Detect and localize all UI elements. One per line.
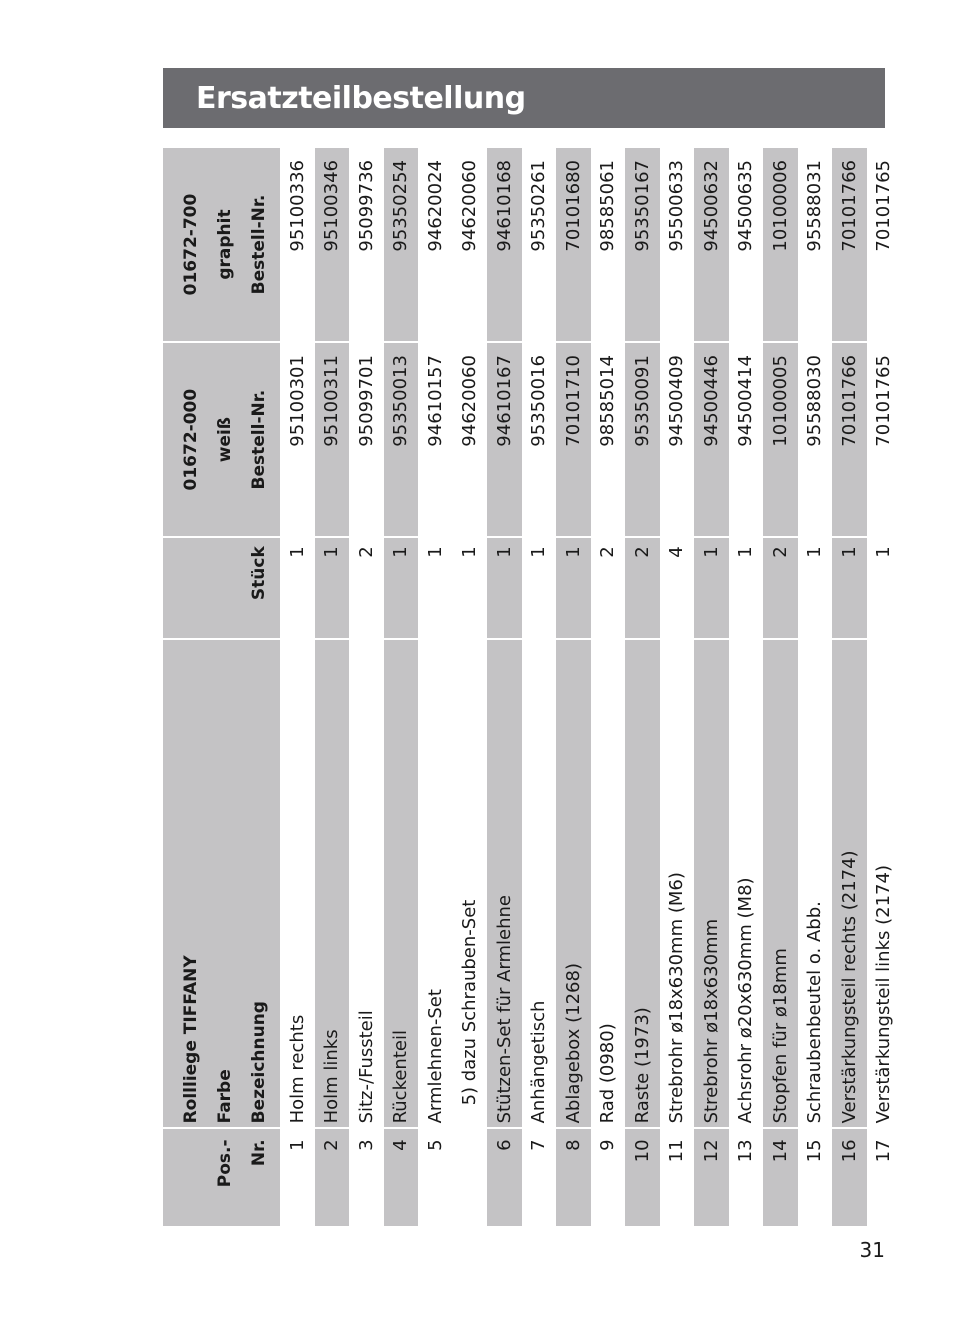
cell-order-no-graphite: 95100336 [286, 160, 308, 252]
cell-order-no-graphite: 94620024 [424, 160, 446, 252]
cell-qty: 2 [591, 537, 626, 639]
cell-pos: 11 [660, 1128, 695, 1226]
cell-name: Ablagebox (1268) [556, 639, 591, 1128]
cell-pos: 6 [487, 1128, 522, 1226]
cell-name: Stopfen für ø18mm [763, 639, 798, 1128]
cell-qty: 1 [556, 537, 591, 639]
table-row [660, 148, 695, 1226]
cell-qty: 1 [315, 537, 350, 639]
cell-qty: 2 [625, 537, 660, 639]
cell-name: Rückenteil [384, 639, 419, 1128]
cell-pos: 16 [832, 1128, 867, 1226]
header-col1-line2: weiß [215, 417, 235, 463]
cell-order-no-graphite: 95588031 [804, 160, 826, 252]
cell-order-no-white: 70101765 [867, 342, 902, 537]
header-order-no-graphite [163, 148, 280, 342]
table-row [453, 148, 488, 1226]
cell-pos: 15 [798, 1128, 833, 1226]
cell-order-no-graphite: 95350261 [528, 160, 550, 252]
table-row [522, 148, 557, 1226]
header-col2-line1: 01672-700 [181, 193, 201, 296]
cell-order-no-white: 98585014 [591, 342, 626, 537]
page-title [163, 68, 885, 128]
table-row [315, 148, 350, 1226]
cell-order-no-graphite: 98585061 [597, 160, 619, 252]
cell-name: Holm rechts [280, 639, 315, 1128]
cell-qty: 1 [798, 537, 833, 639]
cell-order-no-white: 95100311 [315, 342, 350, 537]
cell-pos: 1 [280, 1128, 315, 1226]
table-row [694, 148, 729, 1226]
cell-order-no-graphite: 94500632 [694, 148, 729, 342]
cell-order-no-white: 95099701 [349, 342, 384, 537]
cell-qty: 1 [280, 537, 315, 639]
header-col2-line3: Bestell-Nr. [249, 194, 269, 295]
cell-order-no-graphite: 95350254 [384, 148, 419, 342]
cell-name: Holm links [315, 639, 350, 1128]
cell-order-no-white: 95350016 [522, 342, 557, 537]
cell-order-no-graphite: 70101766 [832, 148, 867, 342]
header-order-no-white [163, 342, 280, 537]
cell-order-no-white: 94500409 [660, 342, 695, 537]
cell-order-no-white: 94610157 [418, 342, 453, 537]
header-col2-line2: graphit [215, 209, 235, 280]
cell-qty: 1 [694, 537, 729, 639]
cell-pos: 14 [763, 1128, 798, 1226]
page-title-text: Ersatzteilbestellung [196, 80, 526, 116]
cell-qty: 1 [453, 537, 488, 639]
cell-order-no-graphite: 95350167 [625, 148, 660, 342]
table-row [418, 148, 453, 1226]
cell-qty: 1 [729, 537, 764, 639]
cell-order-no-white: 95350013 [384, 342, 419, 537]
page-number: 31 [859, 1238, 885, 1262]
table-row [349, 148, 384, 1226]
cell-order-no-white: 70101710 [556, 342, 591, 537]
cell-order-no-white: 94500414 [729, 342, 764, 537]
table-header-row [163, 148, 280, 1226]
cell-pos: 17 [867, 1128, 902, 1226]
table-row [487, 148, 522, 1226]
table-row [625, 148, 660, 1226]
table-row [280, 148, 315, 1226]
cell-pos: 4 [384, 1128, 419, 1226]
cell-order-no-white: 94500446 [694, 342, 729, 537]
cell-pos: 8 [556, 1128, 591, 1226]
cell-qty: 2 [349, 537, 384, 639]
cell-pos: 3 [349, 1128, 384, 1226]
cell-order-no-graphite: 95500633 [666, 160, 688, 252]
header-name-line3: Bezeichnung [249, 1001, 269, 1124]
cell-name: Raste (1973) [625, 639, 660, 1128]
cell-order-no-white: 95588030 [798, 342, 833, 537]
cell-pos: 2 [315, 1128, 350, 1226]
header-name [163, 639, 280, 1128]
cell-order-no-graphite: 95099736 [355, 160, 377, 252]
parts-table-wrapper [163, 148, 895, 1226]
table-row [556, 148, 591, 1226]
table-row [384, 148, 419, 1226]
cell-order-no-white: 10100005 [763, 342, 798, 537]
cell-qty: 1 [418, 537, 453, 639]
cell-order-no-graphite: 70101765 [873, 160, 895, 252]
cell-order-no-graphite: 10100006 [763, 148, 798, 342]
cell-name: Schraubenbeutel o. Abb. [798, 639, 833, 1128]
cell-name: Verstärkungsteil links (2174) [867, 639, 902, 1128]
header-name-line1: Rollliege TIFFANY [181, 955, 201, 1124]
cell-qty: 1 [832, 537, 867, 639]
cell-name: Strebrohr ø18x630mm (M6) [660, 639, 695, 1128]
cell-order-no-graphite: 70101680 [556, 148, 591, 342]
cell-pos: 5 [418, 1128, 453, 1226]
cell-pos: 13 [729, 1128, 764, 1226]
cell-pos: 7 [522, 1128, 557, 1226]
cell-qty: 2 [763, 537, 798, 639]
header-col1-line1: 01672-000 [181, 388, 201, 491]
header-col1-line3: Bestell-Nr. [249, 389, 269, 490]
cell-qty: 1 [522, 537, 557, 639]
cell-name: 5) dazu Schrauben-Set [453, 639, 488, 1128]
cell-name: Sitz-/Fussteil [349, 639, 384, 1128]
table-row [832, 148, 867, 1226]
header-pos-line1: Pos.- [215, 1139, 235, 1188]
header-name-line2: Farbe [215, 1069, 235, 1124]
cell-name: Strebrohr ø18x630mm [694, 639, 729, 1128]
header-pos-line2: Nr. [249, 1139, 269, 1167]
cell-name: Armlehnen-Set [418, 639, 453, 1128]
cell-pos: 9 [591, 1128, 626, 1226]
cell-name: Anhängetisch [522, 639, 557, 1128]
cell-order-no-white: 95350091 [625, 342, 660, 537]
cell-order-no-white: 94610167 [487, 342, 522, 537]
cell-qty: 1 [867, 537, 902, 639]
cell-pos [453, 1128, 488, 1226]
cell-qty: 4 [660, 537, 695, 639]
cell-pos: 12 [694, 1128, 729, 1226]
cell-name: Rad (0980) [591, 639, 626, 1128]
header-qty-label: Stück [249, 546, 269, 601]
header-qty [163, 537, 280, 639]
table-row [591, 148, 626, 1226]
cell-qty: 1 [487, 537, 522, 639]
table-row [867, 148, 902, 1226]
cell-name: Stützen-Set für Armlehne [487, 639, 522, 1128]
cell-name: Verstärkungsteil rechts (2174) [832, 639, 867, 1128]
cell-order-no-white: 94620060 [453, 342, 488, 537]
cell-qty: 1 [384, 537, 419, 639]
cell-order-no-white: 70101766 [832, 342, 867, 537]
cell-order-no-graphite: 94620060 [459, 160, 481, 252]
parts-table [163, 148, 901, 1226]
parts-table-rotated [163, 148, 895, 1226]
table-row [729, 148, 764, 1226]
cell-name: Achsrohr ø20x630mm (M8) [729, 639, 764, 1128]
cell-pos: 10 [625, 1128, 660, 1226]
table-row [798, 148, 833, 1226]
cell-order-no-graphite: 94610168 [487, 148, 522, 342]
cell-order-no-white: 95100301 [280, 342, 315, 537]
header-pos [163, 1128, 280, 1226]
table-body [280, 148, 901, 1226]
cell-order-no-graphite: 94500635 [735, 160, 757, 252]
cell-order-no-graphite: 95100346 [315, 148, 350, 342]
table-row [763, 148, 798, 1226]
